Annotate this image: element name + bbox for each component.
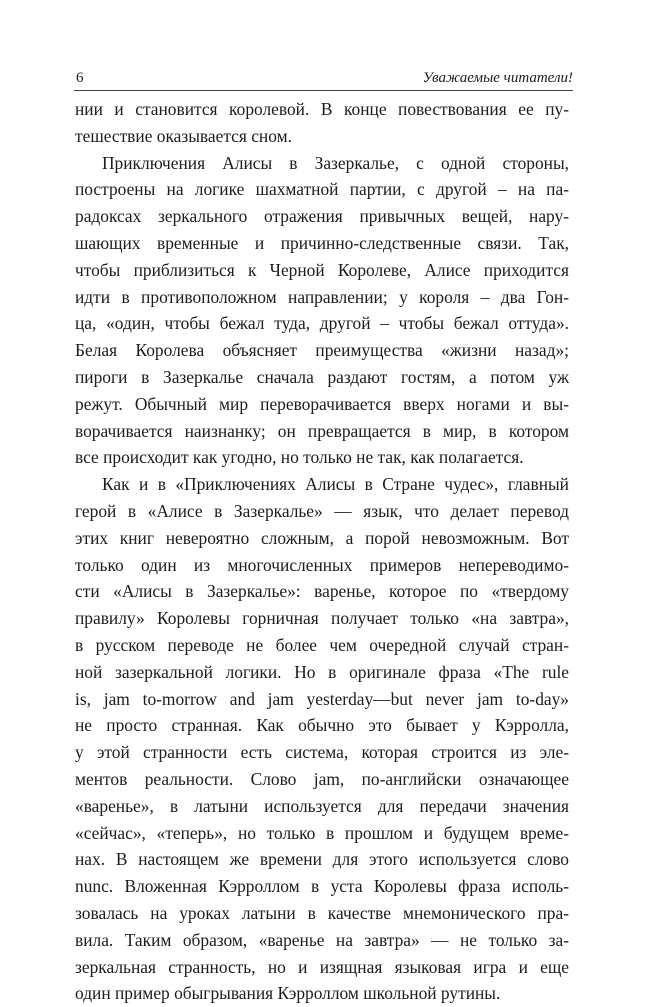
text-line: не просто странная. Как обычно это бывает у Кэрролла,: [75, 715, 569, 736]
text-line: чтобы приблизиться к Черной Королеве, Алисе приходится: [75, 259, 569, 280]
text-line: ца, «один, чтобы бежал туда, другой – чтобы бежал оттуда».: [75, 313, 569, 334]
text-line: ментов реальности. Слово jam, по-английски означающее: [75, 768, 569, 789]
text-line: в русском переводе не более чем очередной случай стран-: [75, 634, 569, 655]
text-line: шающих временные и причинно-следственные связи. Так,: [75, 232, 569, 253]
text-line: нии и становится королевой. В конце повествования ее пу-: [75, 99, 569, 119]
text-line: все происходит как угодно, но только не так, как полагается.: [75, 447, 524, 468]
text-line: зеркальная странность, но и изящная языковая игра и еще: [75, 956, 569, 977]
text-line: вила. Таким образом, «варенье на завтра» — не только за-: [75, 929, 569, 950]
text-line: герой в «Алисе в Зазеркалье» — язык, что делает перевод: [75, 500, 569, 521]
text-line: nunc. Вложенная Кэрроллом в уста Королевы фраза исполь-: [75, 876, 569, 897]
running-head: [74, 68, 573, 91]
text-line: ной зазеркальной логики. Но в оригинале фраза «The rule: [75, 661, 569, 682]
text-line: радоксах зеркального отражения привычных вещей, нару-: [75, 206, 569, 227]
running-title: Уважаемые читатели!: [422, 70, 573, 86]
text-line: правилу» Королевы горничная получает только «на завтра»,: [75, 608, 569, 629]
text-line: Приключения Алисы в Зазеркалье, с одной стороны,: [102, 152, 569, 173]
text-line: «сейчас», «теперь», но только в прошлом и будущем време-: [75, 822, 569, 843]
text-line: «варенье», в латыни используется для передачи значения: [75, 795, 569, 816]
text-line: зовалась на уроках латыни в качестве мнемонического пра-: [75, 902, 569, 923]
body-text: [75, 96, 569, 1007]
text-line: тешествие оказывается сном.: [75, 125, 292, 146]
text-line: только один из многочисленных примеров непереводимо-: [75, 554, 569, 575]
text-line: is, jam to-morrow and jam yesterday—but never jam to-day»: [75, 688, 569, 709]
text-line: идти в противоположном направлении; у короля – два Гон-: [75, 286, 569, 307]
text-line: Как и в «Приключениях Алисы в Стране чудес», главный: [102, 474, 569, 495]
text-line: у этой странности есть система, которая строится из эле-: [75, 742, 569, 763]
page-number: 6: [76, 70, 84, 86]
paragraph: [75, 471, 569, 1007]
text-line: построены на логике шахматной партии, с другой – на па-: [75, 179, 569, 200]
paragraph: [75, 96, 569, 150]
text-line: этих книг невероятно сложным, а порой невозможным. Вот: [75, 527, 569, 548]
text-line: ворачивается наизнанку; он превращается в мир, в котором: [75, 420, 569, 441]
text-line: нах. В настоящем же времени для этого используется слово: [75, 849, 569, 870]
text-line: сти «Алисы в Зазеркалье»: варенье, которое по «твердому: [75, 581, 569, 602]
text-line: режут. Обычный мир переворачивается вверх ногами и вы-: [75, 393, 569, 414]
paragraph: [75, 150, 569, 472]
text-line: пироги в Зазеркалье сначала раздают гостям, а потом уж: [75, 366, 569, 387]
text-line: один пример обыгрывания Кэрроллом школьной рутины.: [75, 983, 501, 1004]
text-line: Белая Королева объясняет преимущества «жизни назад»;: [75, 340, 569, 361]
